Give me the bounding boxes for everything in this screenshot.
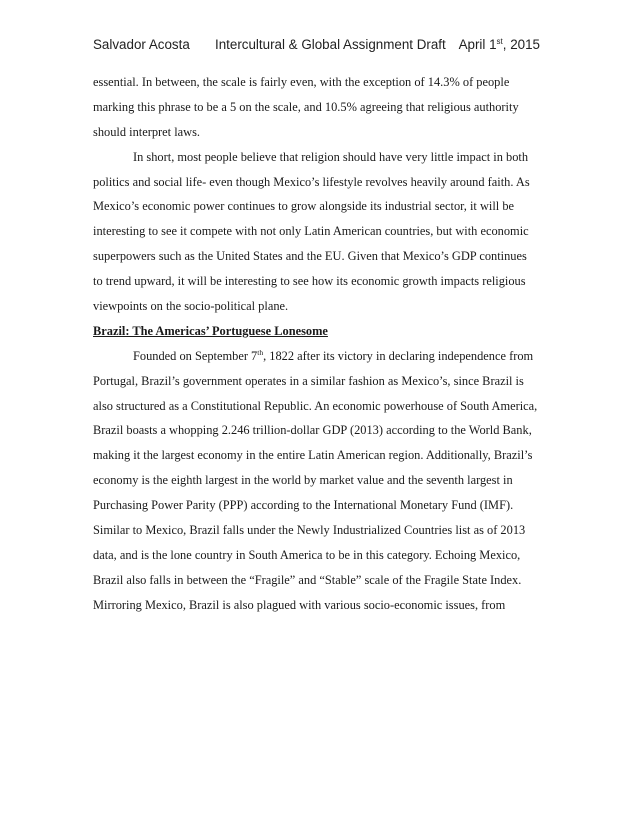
paragraph-2-line: viewpoints on the socio-political plane.: [93, 299, 289, 314]
paragraph-3-first-line: [93, 344, 553, 369]
section-heading-line: [93, 319, 553, 344]
paragraph-1-line: marking this phrase to be a 5 on the scale, and 10.5% agreeing that religious authority: [93, 99, 519, 114]
header-title: Intercultural & Global Assignment Draft: [215, 37, 446, 52]
paragraph-3-line: Brazil also falls in between the “Fragile” and “Stable” scale of the Fragile State Index.: [93, 572, 522, 587]
paragraph-3-line: also structured as a Constitutional Republic. An economic powerhouse of South America,: [93, 398, 538, 413]
paragraph-3-first-line-post: , 1822 after its victory in declaring independence from: [263, 348, 534, 363]
paragraph-3-ordinal: th: [257, 347, 264, 357]
paragraph-2-line: interesting to see it compete with not only Latin American countries, but with economic: [93, 224, 529, 239]
body-text: [93, 70, 553, 618]
page-header: [93, 37, 540, 57]
paragraph-2-line: Mexico’s economic power continues to grow alongside its industrial sector, it will be: [93, 199, 515, 214]
paragraph-3-line: Mirroring Mexico, Brazil is also plagued with various socio-economic issues, from: [93, 597, 506, 612]
paragraph-2-line: superpowers such as the United States and the EU. Given that Mexico’s GDP continues: [93, 249, 527, 264]
paragraph-3-line: economy is the eighth largest in the world by market value and the seventh largest in: [93, 473, 513, 488]
paragraph-2-line: politics and social life- even though Mexico’s lifestyle revolves heavily around faith. As: [93, 174, 530, 189]
header-date: [459, 37, 540, 52]
paragraph-3-line: Similar to Mexico, Brazil falls under the Newly Industrialized Countries list as of 2013: [93, 523, 526, 538]
paragraph-2-line: In short, most people believe that religion should have very little impact in both: [133, 149, 529, 164]
header-author: Salvador Acosta: [93, 37, 190, 52]
paragraph-3-line: data, and is the lone country in South America to be in this category. Echoing Mexico,: [93, 547, 521, 562]
section-heading: Brazil: The Americas’ Portuguese Lonesome: [93, 323, 328, 338]
paragraph-2-line: to trend upward, it will be interesting to see how its economic growth impacts religious: [93, 274, 526, 289]
paragraph-3-line: making it the largest economy in the entire Latin American region. Additionally, Brazil’s: [93, 448, 533, 463]
paragraph-3-first-line-pre: Founded on September 7: [133, 348, 258, 363]
header-date-month-day: April 1: [458, 37, 497, 52]
header-date-year: , 2015: [502, 37, 540, 52]
paragraph-3-line: Brazil boasts a whopping 2.246 trillion-dollar GDP (2013) according to the World Bank,: [93, 423, 532, 438]
header-date-ordinal: st: [496, 37, 503, 46]
paragraph-1-line: essential. In between, the scale is fairly even, with the exception of 14.3% of people: [93, 75, 510, 89]
paragraph-1-line: should interpret laws.: [93, 124, 201, 139]
paragraph-3-line: Purchasing Power Parity (PPP) according to the International Monetary Fund (IMF).: [93, 498, 514, 513]
paragraph-3-line: Portugal, Brazil’s government operates in a similar fashion as Mexico’s, since Brazil is: [93, 373, 524, 388]
